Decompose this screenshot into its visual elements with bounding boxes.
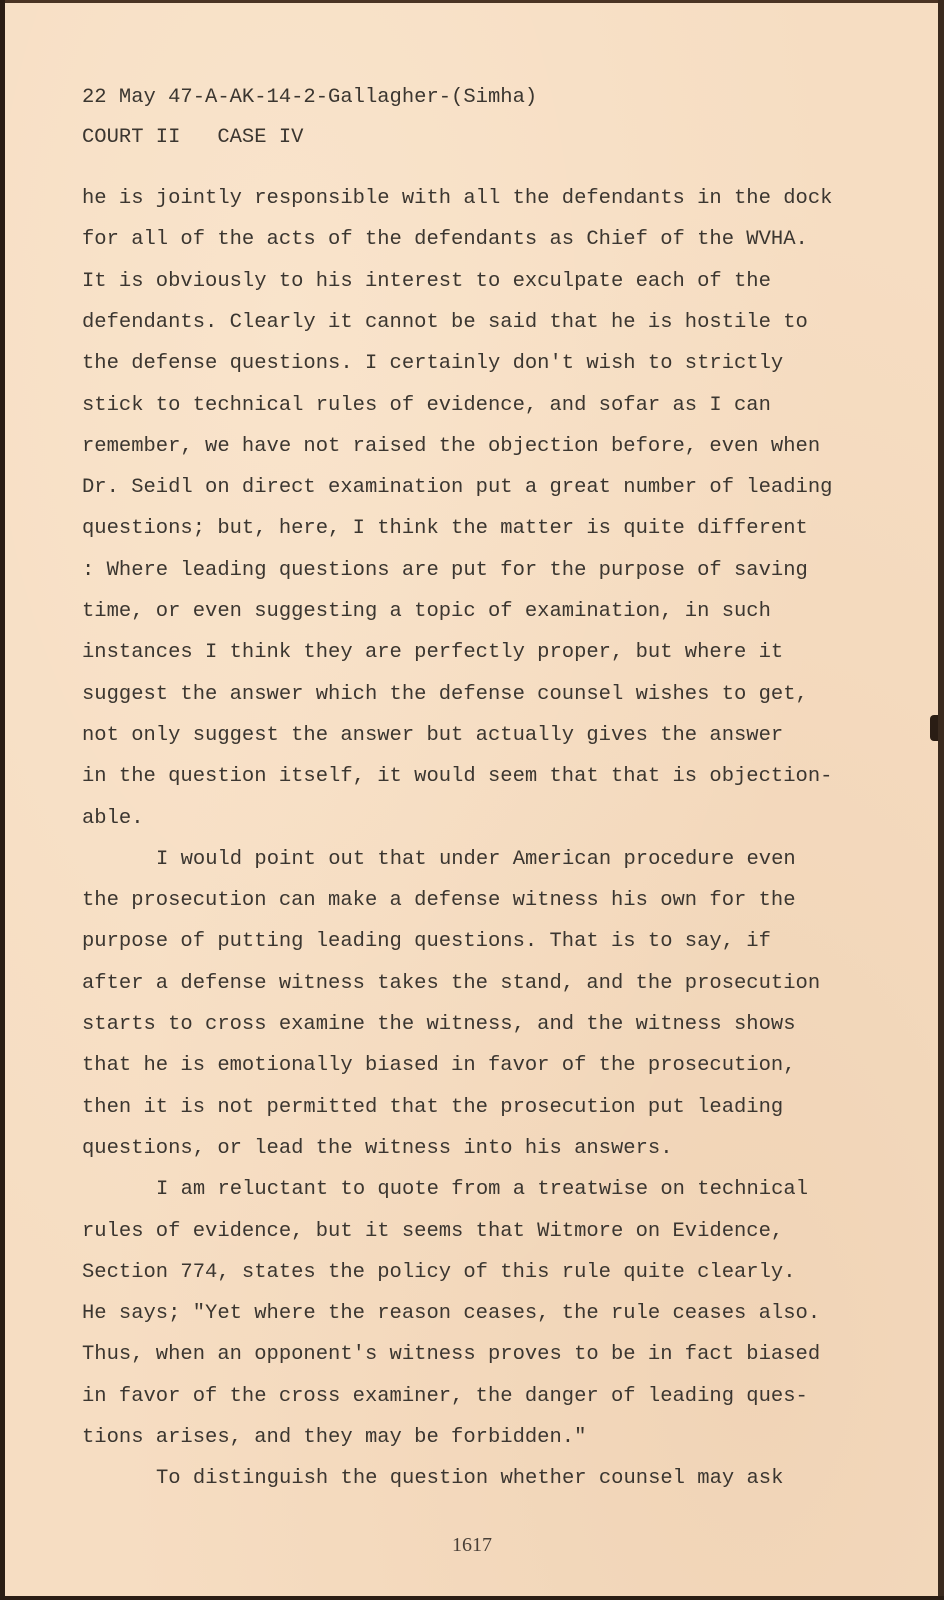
body-line: starts to cross examine the witness, and the witness shows <box>82 1013 796 1036</box>
page-edge-right <box>938 0 944 1600</box>
body-line: for all of the acts of the defendants as Chief of the WVHA. <box>82 228 808 252</box>
body-line: he is jointly responsible with all the defendants in the dock <box>82 187 833 210</box>
page-number: 1617 <box>452 1534 492 1556</box>
body-line: instances I think they are perfectly proper, but where it <box>82 641 784 665</box>
body-line: questions, or lead the witness into his answers. <box>82 1136 673 1160</box>
body-line: in the question itself, it would seem that that is objection- <box>82 765 833 789</box>
body-line: then it is not permitted that the prosecution put leading <box>82 1095 784 1119</box>
body-line: Thus, when an opponent's witness proves to be in fact biased <box>82 1343 821 1367</box>
body-line: rules of evidence, but it seems that Witmore on Evidence, <box>82 1219 784 1243</box>
body-line: that he is emotionally biased in favor of the prosecution, <box>82 1054 796 1078</box>
body-line: Dr. Seidl on direct examination put a great number of leading <box>82 476 833 500</box>
body-line: not only suggest the answer but actually gives the answer <box>82 723 784 747</box>
body-line: defendants. Clearly it cannot be said that he is hostile to <box>82 310 808 334</box>
page-edge-top <box>0 0 944 3</box>
header-court-case: COURT II CASE IV <box>82 126 304 149</box>
body-line: : Where leading questions are put for the purpose of saving <box>82 558 808 582</box>
body-line: To distinguish the question whether counsel may ask <box>156 1467 784 1491</box>
paper-tear-mark <box>930 715 938 741</box>
body-line: able. <box>82 806 144 830</box>
body-line: suggest the answer which the defense counsel wishes to get, <box>82 682 808 706</box>
body-line: stick to technical rules of evidence, and sofar as I can <box>82 393 771 417</box>
body-line: after a defense witness takes the stand, and the prosecution <box>82 971 821 995</box>
body-line: Section 774, states the policy of this rule quite clearly. <box>82 1260 796 1284</box>
body-line: I am reluctant to quote from a treatwise on technical <box>156 1178 809 1202</box>
body-line: tions arises, and they may be forbidden." <box>82 1426 587 1449</box>
body-line: questions; but, here, I think the matter is quite different <box>82 517 808 541</box>
body-line: the defense questions. I certainly don't wish to strictly <box>82 352 784 376</box>
page-edge-bottom <box>0 1596 944 1600</box>
body-line: in favor of the cross examiner, the danger of leading ques- <box>82 1384 808 1408</box>
body-line: I would point out that under American procedure even <box>156 847 796 871</box>
body-line: He says; "Yet where the reason ceases, the rule ceases also. <box>82 1302 821 1326</box>
body-line: purpose of putting leading questions. That is to say, if <box>82 930 771 954</box>
body-line: It is obviously to his interest to exculpate each of the <box>82 269 771 293</box>
header-reference: 22 May 47-A-AK-14-2-Gallagher-(Simha) <box>82 86 538 109</box>
body-line: remember, we have not raised the objection before, even when <box>82 434 821 458</box>
page-edge-left <box>0 0 5 1600</box>
body-line: the prosecution can make a defense witness his own for the <box>82 889 796 913</box>
body-line: time, or even suggesting a topic of examination, in such <box>82 600 771 623</box>
